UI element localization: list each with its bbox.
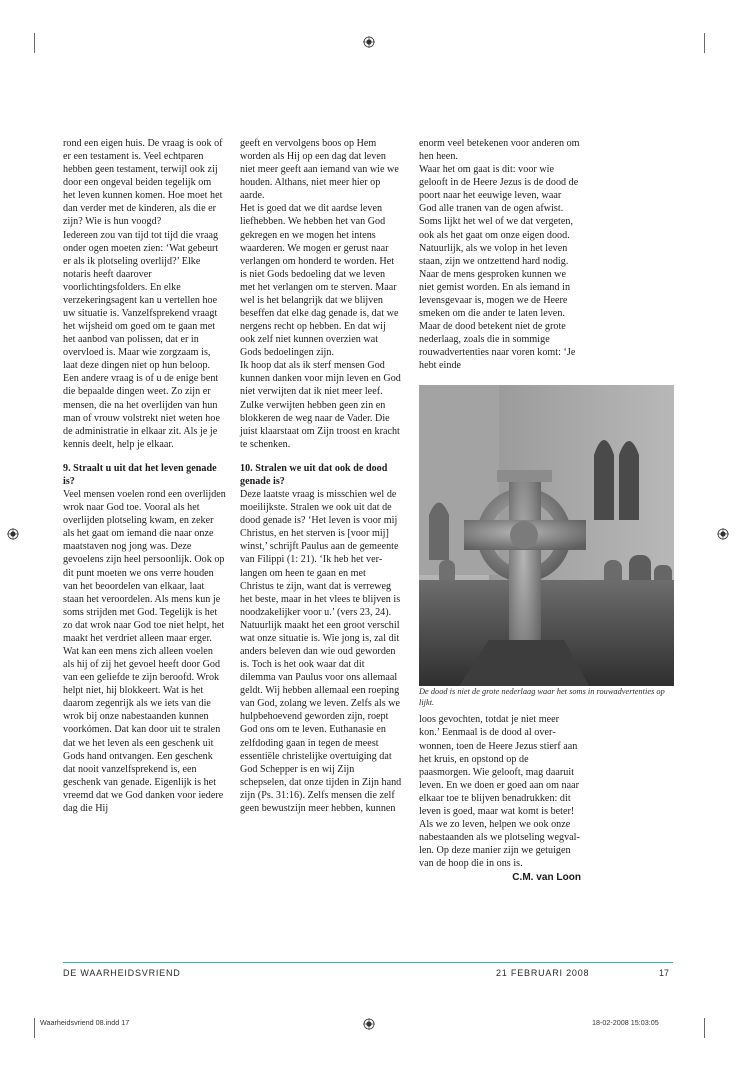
paragraph: loos gevochten, totdat je niet meer kon.’ Eenmaal is de dood al overwonnen, toen de Heere Jezus stierf aan het kruis, en opstond op de paasmorgen. Wie gelooft, mag daaruit leven. En we doen er goed aan om naar elkaar toe te blijven benadrukken: dit leven is goed, maar wat komt is beter! Als we zo leven, helpen we ook onze nabestaanden als we plotseling wegvallen. Op deze manier zijn we getuigen van de hoop die in ons is.: [419, 714, 580, 870]
print-slug-file: Waarheidsvriend 08.indd 17: [40, 1018, 130, 1027]
paragraph: Het is goed dat we dit aardse leven liefhebben. We hebben het van God gekregen en we mogen het intens waarderen. We mogen er gerust naar verlangen om honderd te worden. Het is niet Gods bedoeling dat we leven met het verlangen om te sterven. Maar wel is het belangrijk dat we blijven beseffen dat elke dag genade is, dat we nergens recht op hebben. En dat wij ook zelf niet kunnen overzien wat Gods bedoelingen zijn.: [240, 203, 399, 359]
author-signature: C.M. van Loon: [512, 872, 581, 884]
magazine-name: DE WAARHEIDSVRIEND: [63, 968, 181, 978]
paragraph: rond een eigen huis. De vraag is ook of er een testament is. Veel echtparen hebben geen testament, terwijl ook zij door een ongeval beiden tegelijk om het leven kunnen komen. Hoe moet het dan verder met de kinderen, als die er zijn? Wie is hun voogd?: [63, 138, 223, 228]
issue-date: 21 FEBRUARI 2008: [496, 968, 590, 978]
text-column-3: [419, 137, 677, 884]
registration-mark-icon: [363, 36, 375, 48]
crop-mark: [704, 33, 705, 53]
paragraph: Iedereen zou van tijd tot tijd die vraag onder ogen moeten zien: ‘Wat gebeurt er als ik plotseling overlijd?’ Elke notaris heeft daarover voorlichtingsfolders. En elke verzekeringsagent kan u vertellen hoe uw situatie is. Vanzelfsprekend vraagt het wijsheid om goed om te gaan met het aanbod van polissen, dat er in overvloed is. Maar wie zorgzaam is, laat deze dingen niet op hun beloop.: [63, 229, 219, 372]
text-column-1: [63, 137, 226, 815]
print-slug-timestamp: 18-02-2008 15:03:05: [592, 1018, 659, 1027]
section-heading-10: 10. Stralen we uit dat ook de dood genade is?: [240, 462, 388, 487]
registration-mark-icon: [717, 528, 729, 540]
registration-mark-icon: [363, 1018, 375, 1030]
registration-mark-icon: [7, 528, 19, 540]
paragraph: Een andere vraag is of u de enige bent die bepaalde dingen weet. Zo zijn er mensen, die na het overlijden van hun man of vrouw volstrekt niet weten hoe de administratie in elkaar zit. Als je je kennis deelt, help je elkaar.: [63, 373, 220, 450]
gravestone-image: [419, 385, 674, 686]
page-number: 17: [658, 968, 669, 978]
paragraph: Deze laatste vraag is misschien wel de moeilijkste. Stralen we ook uit dat de dood genade is? ‘Het leven is voor mij Christus, en het sterven is [voor mij] winst,’ schrijft Paulus aan de gemeente van Filippi (1: 21). ‘Ik heb het verlangen om heen te gaan en met Christus te zijn, want dat is verreweg het beste, maar in het vlees te blijven is noodzakelijker voor u.’ (vers 23, 24).: [240, 489, 401, 618]
page-footer: [63, 962, 673, 978]
paragraph: geeft en vervolgens boos op Hem worden als Hij op een dag dat leven niet meer geeft aan iemand van wie we houden. Althans, niet meer hier op aarde.: [240, 138, 399, 202]
paragraph: enorm veel betekenen voor anderen om hen heen.: [419, 138, 580, 163]
paragraph: Waar het om gaat is dit: voor wie gelooft in de Heere Jezus is de dood de poort naar het eeuwige leven, waar God alle tranen van de ogen afwist. Soms lijkt het wel of we dat vergeten, ook als het gaat om onze eigen dood. Natuurlijk, als we volop in het leven staan, zijn we ontzettend hard nodig. Naar de mens gesproken kunnen we niet gemist worden. En als iemand in levensgevaar is, mogen we de Heere smeken om die ander te laten leven. Maar de dood betekent niet de grote nederlaag, zoals die in sommige rouwadvertenties naar voren komt: ‘Je hebt einde: [419, 164, 579, 372]
paragraph: Natuurlijk maakt het een groot verschil wat onze situatie is. Wie jong is, zal dit anders beleven dan wie oud geworden is. Toch is het ook waar dat dit dilemma van Paulus voor ons allemaal geldt. Wij hebben allemaal een roeping van God, zolang we leven. Zelfs als we hulpbehoevend geworden zijn, roept God ons om te leven. Euthanasie en zelfdoding gaan in tegen de meest essentiële christelijke overtuiging dat God Schepper is en wij Zijn schepselen, dat onze tijden in Zijn hand zijn (Ps. 31:16). Zelfs mensen die zelf geen bewustzijn meer hebben, kunnen: [240, 619, 402, 814]
paragraph: Ik hoop dat als ik sterf mensen God kunnen danken voor mijn leven en God niet verwijten dat ik niet meer leef. Zulke verwijten hebben geen zin en blokkeren de weg naar de Vader. Die juist klaarstaat om Zijn troost en kracht te schenken.: [240, 360, 401, 450]
crop-mark: [34, 1018, 35, 1038]
section-heading-9: 9. Straalt u uit dat het leven genade is?: [63, 462, 217, 487]
photo-caption: De dood is niet de grote nederlaag waar het soms in rouwadvertenties op lijkt.: [419, 687, 665, 708]
crop-mark: [34, 33, 35, 53]
text-column-2: [240, 137, 402, 815]
crop-mark: [704, 1018, 705, 1038]
paragraph: Veel mensen voelen rond een overlijden wrok naar God toe. Vooral als het overlijden plotseling kwam, en zeker als het gaat om iemand die naar onze maatstaven nog jong was. Deze gevoelens zijn heel persoonlijk. Ook op dit punt moeten we ons verre houden van het beoordelen van elkaar, laat staan het veroordelen. Als mens kun je soms strijden met God. Tegelijk is het zo dat wrok naar God toe niet helpt, het maakt het verdriet alleen maar erger. Wat kan een mens zich alleen voelen als hij of zij het gevoel heeft door God van een geliefde te zijn beroofd. Wrok helpt niet, hij blokkeert. Wat is het daarom zegenrijk als we iets van die wrok bij onze nabestaanden kunnen voorkómen. Dat kan door uit te stralen dat we het leven als een geschenk uit Gods hand ontvangen. Een geschenk dat nooit vanzelfsprekend is, een geschenk van genade. Eigenlijk is het vreemd dat we God danken voor iedere dag die Hij: [63, 489, 226, 814]
celtic-cross-photo: [419, 385, 674, 686]
